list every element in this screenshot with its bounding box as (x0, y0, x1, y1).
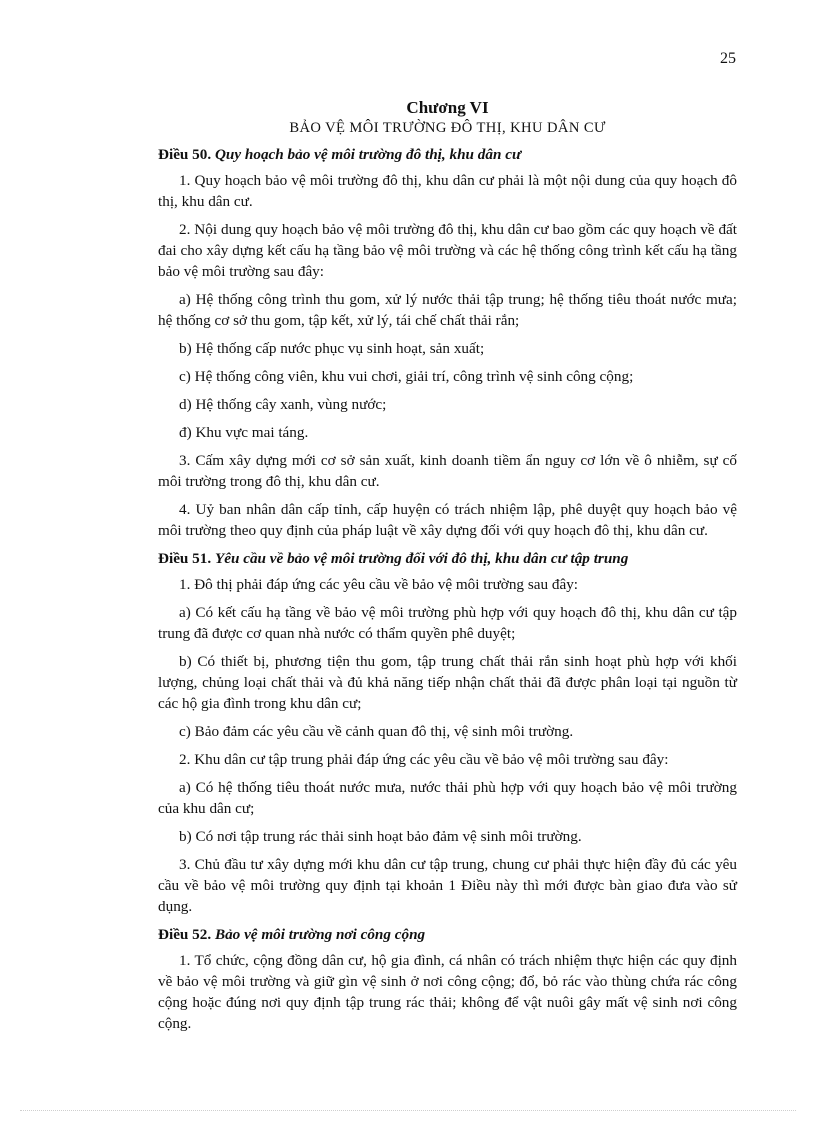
page-number: 25 (720, 50, 736, 67)
article-51 (158, 548, 737, 917)
article-heading (158, 548, 737, 569)
page-content (158, 98, 737, 1041)
paragraph: a) Hệ thống công trình thu gom, xử lý nước thải tập trung; hệ thống tiêu thoát nước mưa; hệ thống cơ sở thu gom, tập kết, xử lý, tái chế chất thải rắn; (158, 291, 737, 329)
paragraph: 1. Quy hoạch bảo vệ môi trường đô thị, khu dân cư phải là một nội dung của quy hoạch đô thị, khu dân cư. (158, 172, 737, 210)
article-52 (158, 924, 737, 1034)
paragraph: 1. Tổ chức, cộng đồng dân cư, hộ gia đình, cá nhân có trách nhiệm thực hiện các quy định về bảo vệ môi trường và giữ gìn vệ sinh ở nơi công cộng; đổ, bỏ rác vào thùng chứa rác công cộng hoặc đúng nơi quy định tập trung rác thải; không để vật nuôi gây mất vệ sinh nơi công cộng. (158, 952, 737, 1032)
page-bottom-divider (20, 1110, 796, 1111)
paragraph: 2. Nội dung quy hoạch bảo vệ môi trường đô thị, khu dân cư bao gồm các quy hoạch về đất đai cho xây dựng kết cấu hạ tầng bảo vệ môi trường và các hệ thống công trình kết cấu hạ tầng bảo vệ môi trường sau đây: (158, 221, 737, 280)
paragraph: c) Hệ thống công viên, khu vui chơi, giải trí, công trình vệ sinh công cộng; (179, 368, 634, 385)
article-name: Yêu cầu về bảo vệ môi trường đối với đô thị, khu dân cư tập trung (214, 550, 629, 567)
chapter-title: Chương VI (406, 98, 489, 117)
article-heading (158, 144, 737, 165)
paragraph: 2. Khu dân cư tập trung phải đáp ứng các yêu cầu về bảo vệ môi trường sau đây: (179, 751, 669, 768)
paragraph: a) Có kết cấu hạ tầng về bảo vệ môi trường phù hợp với quy hoạch đô thị, khu dân cư tập trung đã được cơ quan nhà nước có thẩm quyền phê duyệt; (158, 604, 737, 642)
article-heading (158, 924, 737, 945)
paragraph: b) Hệ thống cấp nước phục vụ sinh hoạt, sản xuất; (179, 340, 485, 357)
paragraph: d) Hệ thống cây xanh, vùng nước; (179, 396, 387, 413)
article-name: Quy hoạch bảo vệ môi trường đô thị, khu dân cư (214, 146, 522, 163)
article-50 (158, 144, 737, 541)
paragraph: c) Bảo đảm các yêu cầu về cảnh quan đô thị, vệ sinh môi trường. (179, 723, 574, 740)
article-label: Điều 51. (158, 550, 212, 567)
article-name: Bảo vệ môi trường nơi công cộng (214, 926, 426, 943)
paragraph: 3. Cấm xây dựng mới cơ sở sản xuất, kinh doanh tiềm ẩn nguy cơ lớn về ô nhiễm, sự cố môi trường trong đô thị, khu dân cư. (158, 452, 737, 490)
paragraph: 4. Uỷ ban nhân dân cấp tỉnh, cấp huyện có trách nhiệm lập, phê duyệt quy hoạch bảo vệ môi trường theo quy định của pháp luật về xây dựng đối với quy hoạch đô thị, khu dân cư. (158, 501, 737, 539)
paragraph: b) Có thiết bị, phương tiện thu gom, tập trung chất thải rắn sinh hoạt phù hợp với khối lượng, chủng loại chất thải và đủ khả năng tiếp nhận chất thải đã được phân loại tại nguồn từ các hộ gia đình trong khu dân cư; (158, 653, 737, 712)
paragraph: 1. Đô thị phải đáp ứng các yêu cầu về bảo vệ môi trường sau đây: (179, 576, 579, 593)
article-label: Điều 52. (158, 926, 212, 943)
paragraph: b) Có nơi tập trung rác thải sinh hoạt bảo đảm vệ sinh môi trường. (179, 828, 582, 845)
paragraph: đ) Khu vực mai táng. (179, 424, 309, 441)
article-label: Điều 50. (158, 146, 212, 163)
paragraph: 3. Chủ đầu tư xây dựng mới khu dân cư tập trung, chung cư phải thực hiện đầy đủ các yêu cầu về bảo vệ môi trường quy định tại khoản 1 Điều này thì mới được bàn giao đưa vào sử dụng. (158, 856, 737, 915)
paragraph: a) Có hệ thống tiêu thoát nước mưa, nước thải phù hợp với quy hoạch bảo vệ môi trường của khu dân cư; (158, 779, 737, 817)
chapter-subtitle: BẢO VỆ MÔI TRƯỜNG ĐÔ THỊ, KHU DÂN CƯ (289, 120, 606, 136)
